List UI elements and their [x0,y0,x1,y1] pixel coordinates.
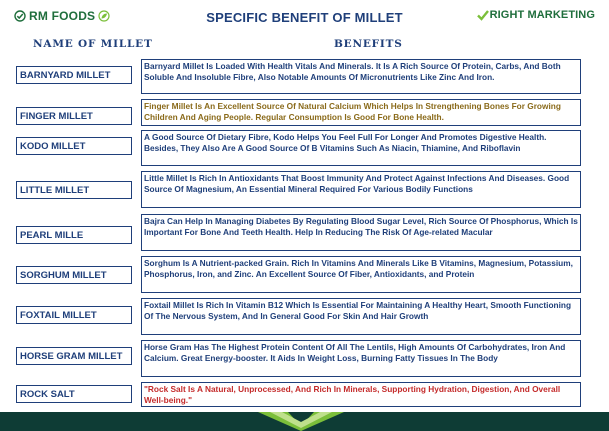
name-column-header: NAME OF MILLET [33,38,153,50]
benefit-text: Sorghum Is A Nutrient-packed Grain. Rich In Vitamins And Minerals Like B Vitamins, Magnesium, Potassium, Phosphorus, Iron, and Zinc. An Excellent Source Of Fiber, Antioxidants, and Protein [144,258,573,279]
benefit-cell [141,171,581,208]
millet-name-cell [16,66,132,84]
millet-name-cell [16,107,132,125]
benefit-cell [141,130,581,166]
right-marketing-logo [477,9,595,21]
benefit-text: Little Millet Is Rich In Antioxidants That Boost Immunity And Protect Against Infections And Diseases. Good Source Of Magnesium, An Essential Mineral Required For Various Bodily Functions [144,173,570,194]
millet-name: BARNYARD MILLET [20,69,111,81]
benefit-cell [141,99,581,126]
millet-name: ROCK SALT [20,388,75,400]
millet-name: FINGER MILLET [20,110,93,122]
millet-name-cell [16,226,132,244]
benefit-text: Finger Millet Is An Excellent Source Of Natural Calcium Which Helps In Strengthening Bones For Growing Children And Aging People. Regular Consumption Is Good For Bone Health. [144,101,561,122]
benefit-text: Barnyard Millet Is Loaded With Health Vitals And Minerals. It Is A Rich Source Of Protein, Carbs, And Both Soluble And Insoluble Fibre, Also Notable Amounts Of Micronutrients Like Zinc And Iron. [144,61,561,82]
page-title: SPECIFIC BENEFIT OF MILLET [206,10,403,25]
benefit-cell [141,382,581,407]
millet-name: PEARL MILLE [20,229,84,241]
benefit-text: Bajra Can Help In Managing Diabetes By Regulating Blood Sugar Level, Rich Source Of Phosphorus, Which Is Important For Bone And Teeth Health. Help In Reducing The Risk Of Age-related Macular [144,216,578,237]
checkmark-icon [477,9,489,21]
header [0,0,609,32]
benefit-cell [141,340,581,377]
footer-chevron-decoration [0,412,609,431]
rm-foods-brand: RM FOODS [29,9,96,23]
benefit-text: Foxtail Millet Is Rich In Vitamin B12 Which Is Essential For Maintaining A Healthy Heart, Smooth Functioning Of The Nervous System, And In General Good For Skin And Hair Growth [144,300,572,321]
millet-name-cell [16,181,132,199]
benefit-text: "Rock Salt Is A Natural, Unprocessed, And Rich In Minerals, Supporting Hydration, Digestion, And Overall Well-being." [144,384,561,405]
benefit-text: A Good Source Of Dietary Fibre, Kodo Helps You Feel Full For Longer And Promotes Digestive Health. Besides, They Also Are A Good Source Of B Vitamins Such As Niacin, Thiamine, And Riboflavin [144,132,547,153]
benefits-column-header: BENEFITS [334,38,403,50]
benefit-cell [141,59,581,94]
footer-band [0,412,609,431]
millet-name: SORGHUM MILLET [20,269,107,281]
benefit-cell [141,256,581,293]
millet-name-cell [16,385,132,403]
millet-name: KODO MILLET [20,140,86,152]
millet-name-cell [16,266,132,284]
column-headers [0,38,609,52]
millet-name-cell [16,306,132,324]
millet-name: FOXTAIL MILLET [20,309,97,321]
millet-name: LITTLE MILLET [20,184,90,196]
right-marketing-brand: RIGHT MARKETING [489,9,595,21]
millet-name: HORSE GRAM MILLET [20,350,123,362]
benefit-cell [141,298,581,335]
benefit-cell [141,214,581,251]
benefit-text: Horse Gram Has The Highest Protein Content Of All The Lentils, High Amounts Of Carbohydrates, Iron And Calcium. Great Energy-booster. It Aids In Weight Loss, Burning Fatty Tissues In The Body [144,342,566,363]
millet-name-cell [16,347,132,365]
millet-name-cell [16,137,132,155]
